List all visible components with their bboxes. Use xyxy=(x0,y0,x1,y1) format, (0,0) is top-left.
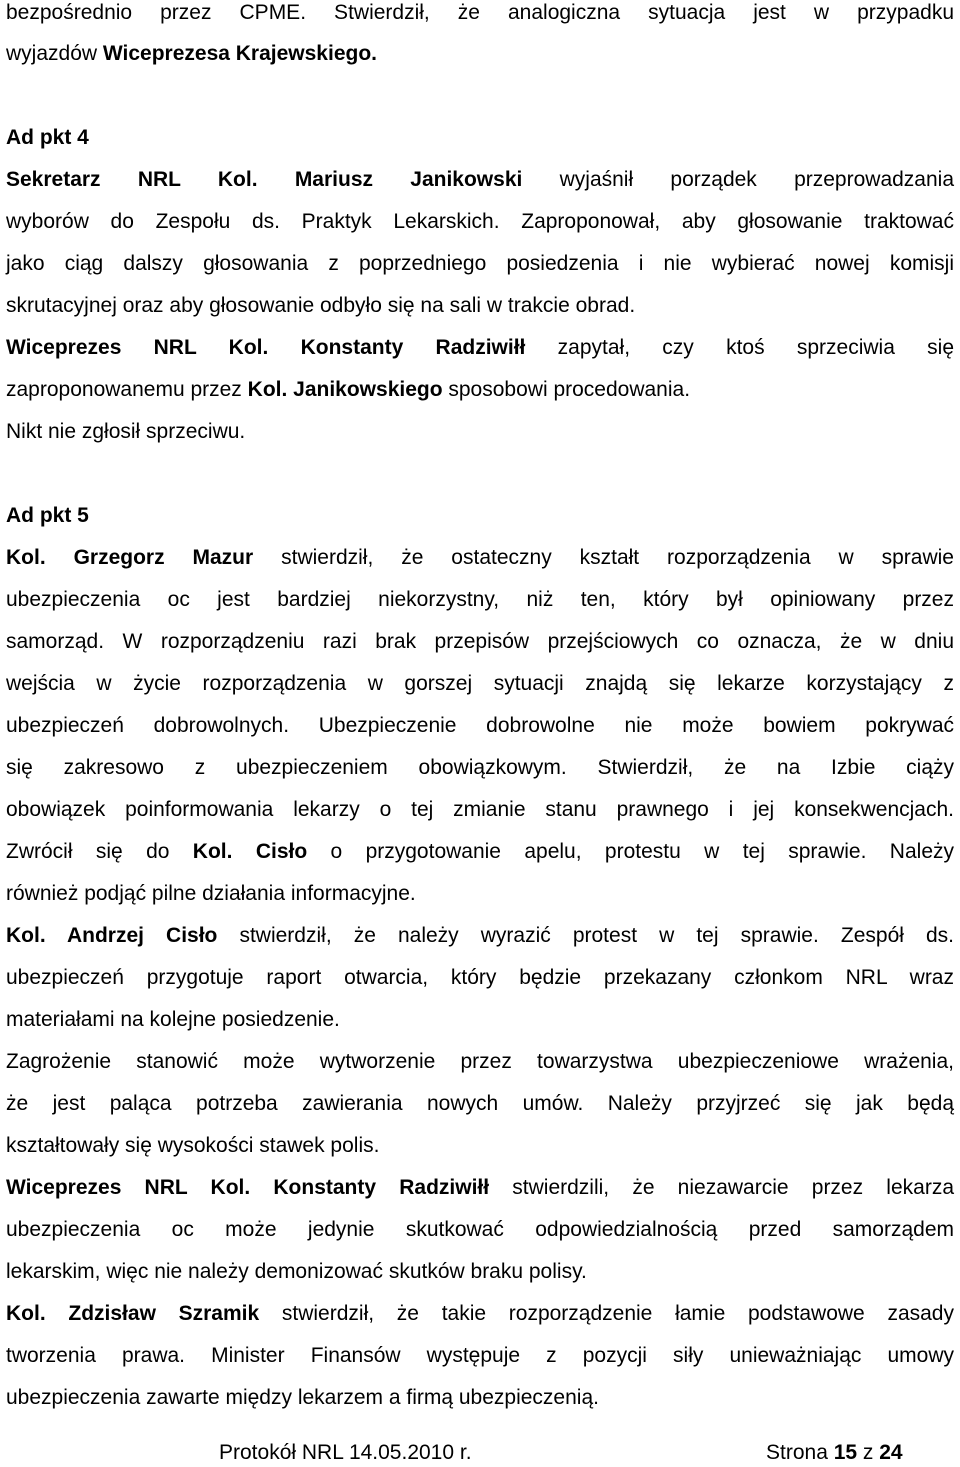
text-line xyxy=(6,251,954,277)
text-line xyxy=(6,293,954,319)
bold-text: Kol. Janikowskiego xyxy=(247,378,443,401)
text: bezpośrednio przez CPME. Stwierdził, że analogiczna sytuacja jest w przypadku xyxy=(6,1,954,24)
text-line xyxy=(6,965,954,991)
text: ubezpieczeń dobrowolnych. Ubezpieczenie dobrowolne nie może bowiem pokrywać xyxy=(6,714,954,737)
text-line xyxy=(6,419,954,445)
bold-text: Ad pkt 4 xyxy=(6,126,89,149)
text: ubezpieczenia oc jest bardziej niekorzystny, niż ten, który był opiniowany przez xyxy=(6,588,954,611)
text: stwierdził, że takie rozporządzenie łamie podstawowe zasady xyxy=(259,1302,954,1325)
text-line xyxy=(6,545,954,571)
text-line xyxy=(6,923,954,949)
text: również podjąć pilne działania informacyjne. xyxy=(6,882,416,905)
text: stwierdzili, że niezawarcie przez lekarza xyxy=(489,1176,954,1199)
text-line xyxy=(6,167,954,193)
text-line xyxy=(6,1385,954,1411)
text: ubezpieczenia zawarte między lekarzem a firmą ubezpieczenią. xyxy=(6,1386,599,1409)
text: wyjazdów xyxy=(6,42,103,65)
text-line xyxy=(6,41,954,67)
page-footer xyxy=(0,1440,960,1466)
text: obowiązek poinformowania lekarzy o tej zmianie stanu prawnego i jej konsekwencjach. xyxy=(6,798,954,821)
text: wejścia w życie rozporządzenia w gorszej sytuacji znajdą się lekarze korzystający z xyxy=(6,672,954,695)
text-line xyxy=(6,1007,954,1033)
bold-text: Wiceprezes NRL Kol. Konstanty Radziwiłł xyxy=(6,1176,490,1199)
text: Zwrócił się do xyxy=(6,840,193,863)
text-line xyxy=(6,713,954,739)
text: Zagrożenie stanowić może wytworzenie przez towarzystwa ubezpieczeniowe wrażenia, xyxy=(6,1050,954,1073)
page-sep: z xyxy=(857,1441,880,1464)
footer-title: Protokół NRL 14.05.2010 r. xyxy=(219,1441,472,1464)
bold-text: Kol. Cisło xyxy=(192,840,308,863)
text: ubezpieczeń przygotuje raport otwarcia, który będzie przekazany członkom NRL wraz xyxy=(6,966,954,989)
text-line xyxy=(6,1217,954,1243)
text: lekarskim, więc nie należy demonizować skutków braku polisy. xyxy=(6,1260,587,1283)
bold-text: Kol. Andrzej Cisło xyxy=(6,924,218,947)
text-line xyxy=(6,797,954,823)
page-number: 15 xyxy=(833,1441,858,1464)
text-line xyxy=(6,1343,954,1369)
text: wyborów do Zespołu ds. Praktyk Lekarskich. Zaproponował, aby głosowanie traktować xyxy=(6,210,954,233)
bold-text: Wiceprezes NRL Kol. Konstanty Radziwiłł xyxy=(6,336,526,359)
text-line xyxy=(6,881,954,907)
text-line xyxy=(6,503,954,529)
text-line xyxy=(6,1301,954,1327)
text-line xyxy=(6,125,954,151)
bold-text: Kol. Zdzisław Szramik xyxy=(6,1302,260,1325)
page-total: 24 xyxy=(879,1441,903,1464)
text-line xyxy=(6,335,954,361)
text: skrutacyjnej oraz aby głosowanie odbyło się na sali w trakcie obrad. xyxy=(6,294,636,317)
text: ubezpieczenia oc może jedynie skutkować odpowiedzialnością przed samorządem xyxy=(6,1218,954,1241)
text: zaproponowanemu przez xyxy=(6,378,248,401)
bold-text: Wiceprezesa Krajewskiego. xyxy=(102,42,377,65)
text: zapytał, czy ktoś sprzeciwia się xyxy=(525,336,954,359)
text-line xyxy=(6,1175,954,1201)
text-line xyxy=(6,1049,954,1075)
text-line xyxy=(6,377,954,403)
text: Nikt nie zgłosił sprzeciwu. xyxy=(6,420,246,443)
text-line xyxy=(6,1259,954,1285)
text-line xyxy=(6,839,954,865)
text: materiałami na kolejne posiedzenie. xyxy=(6,1008,340,1031)
text-line xyxy=(6,671,954,697)
text: że jest paląca potrzeba zawierania nowych umów. Należy przyjrzeć się jak będą xyxy=(6,1092,954,1115)
text-line xyxy=(6,0,954,26)
text: tworzenia prawa. Minister Finansów występuje z pozycji siły unieważniając umowy xyxy=(6,1344,954,1367)
text-line xyxy=(6,629,954,655)
text: się zakresowo z ubezpieczeniem obowiązkowym. Stwierdził, że na Izbie ciąży xyxy=(6,756,954,779)
text: stwierdził, że ostateczny kształt rozporządzenia w sprawie xyxy=(253,546,954,569)
text: stwierdził, że należy wyrazić protest w tej sprawie. Zespół ds. xyxy=(217,924,954,947)
bold-text: Kol. Grzegorz Mazur xyxy=(6,546,254,569)
bold-text: Ad pkt 5 xyxy=(6,504,89,527)
text-line xyxy=(6,1091,954,1117)
text: sposobowi procedowania. xyxy=(442,378,691,401)
page-counter xyxy=(766,1440,903,1466)
text: kształtowały się wysokości stawek polis. xyxy=(6,1134,380,1157)
text-line xyxy=(6,587,954,613)
text-line xyxy=(6,755,954,781)
text-line xyxy=(6,1133,954,1159)
bold-text: Sekretarz NRL Kol. Mariusz Janikowski xyxy=(6,168,523,191)
text-line xyxy=(6,209,954,235)
text: o przygotowanie apelu, protestu w tej sprawie. Należy xyxy=(307,840,954,863)
text: samorząd. W rozporządzeniu razi brak przepisów przejściowych co oznacza, że w dniu xyxy=(6,630,954,653)
page-prefix: Strona xyxy=(766,1441,834,1464)
text: jako ciąg dalszy głosowania z poprzedniego posiedzenia i nie wybierać nowej komisji xyxy=(6,252,954,275)
text: wyjaśnił porządek przeprowadzania xyxy=(522,168,954,191)
